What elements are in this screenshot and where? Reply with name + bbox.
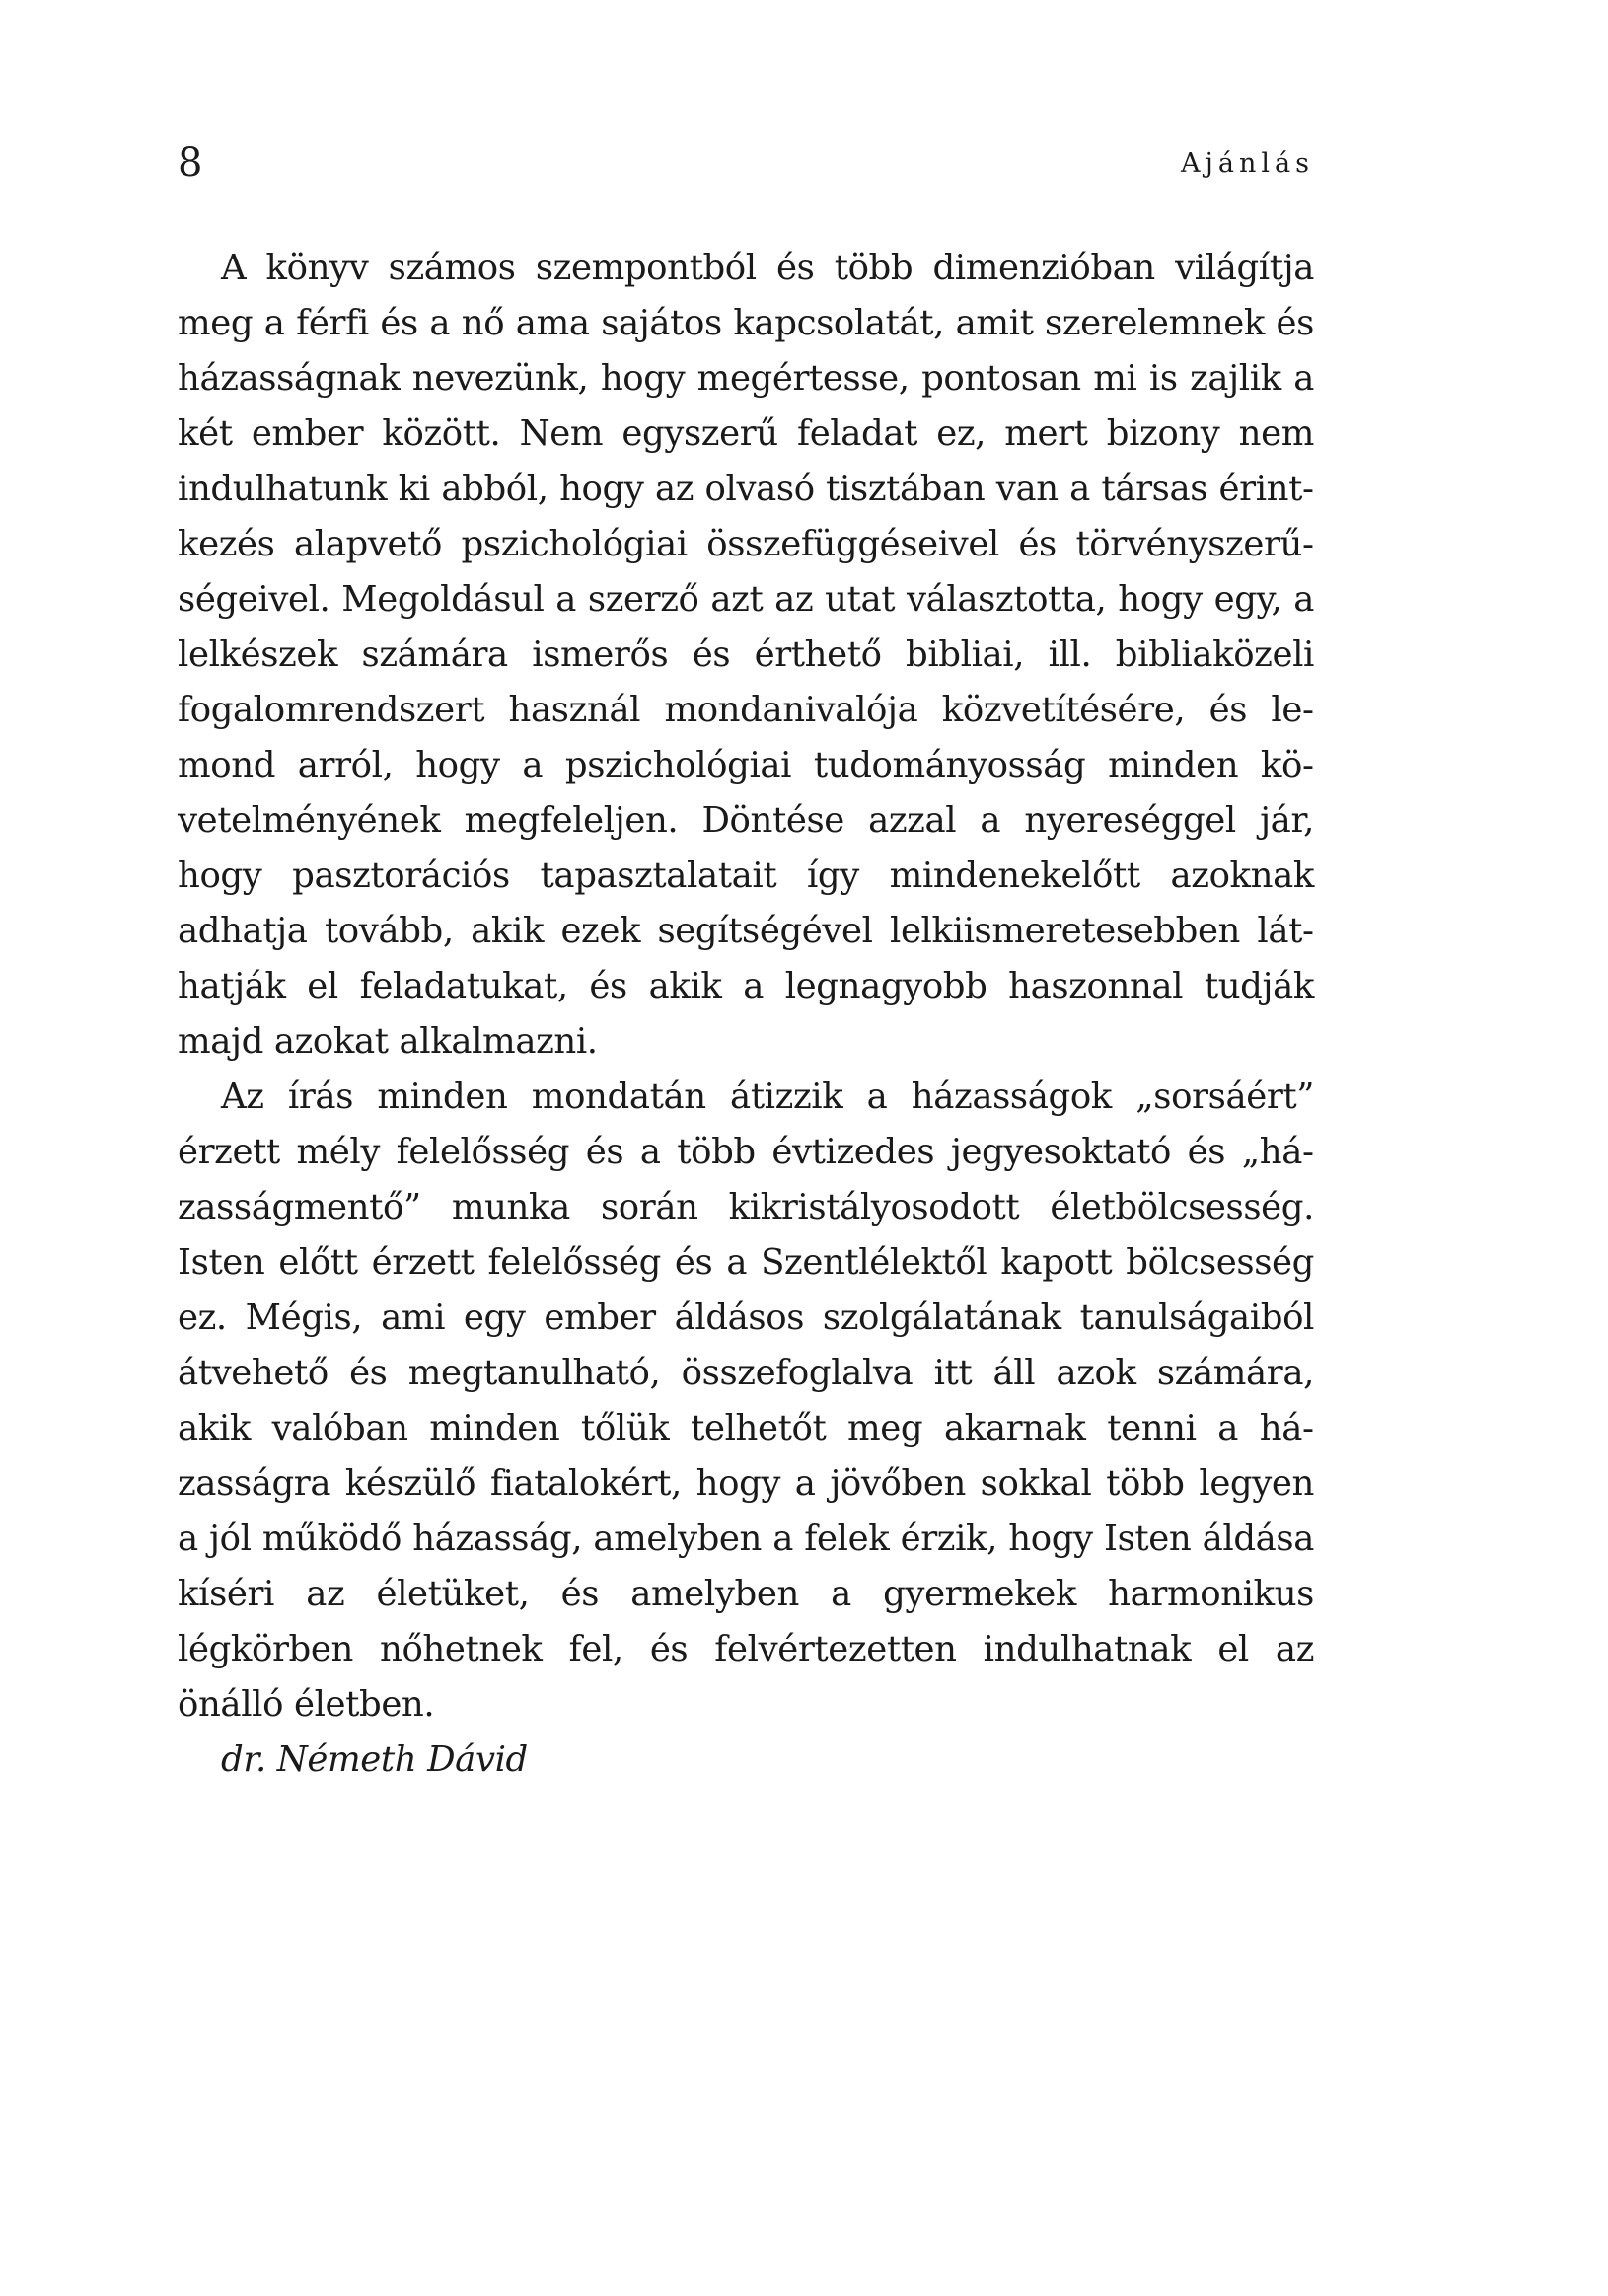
body-text (178, 241, 1314, 1788)
running-head (178, 138, 1314, 187)
paragraph-1: A könyv számos szempontból és több dimenzióban világítja meg a férfi és a nő ama sajátos kapcsolatát, amit szerelemnek és házasságnak nevezünk, hogy megértesse, pontosan mi is zajlik a két ember között. Nem egyszerű feladat ez, mert bizony nem indulhatunk ki abból, hogy az olvasó tisztában van a társas érintkezés alapvető pszichológiai összefüggéseivel és törvényszerűségeivel. Megoldásul a szerző azt az utat választotta, hogy egy, a lelkészek számára ismerős és érthető bibliai, ill. bibliaközeli fogalomrendszert használ mondanivalója közvetítésére, és lemond arról, hogy a pszichológiai tudományosság minden követelményének megfeleljen. Döntése azzal a nyereséggel jár, hogy pasztorációs tapasztalatait így mindenekelőtt azoknak adhatja tovább, akik ezek segítségével lelkiismeretesebben láthatják el feladatukat, és akik a legnagyobb haszonnal tudják majd azokat alkalmazni. (178, 248, 1314, 1062)
paragraph-2: Az írás minden mondatán átizzik a házasságok „sorsáért” érzett mély felelősség és a több évtizedes jegyesoktató és „házasságmentő” munka során kikristályosodott életbölcsesség. Isten előtt érzett felelősség és a Szentlélektől kapott bölcsesség ez. Mégis, ami egy ember áldásos szolgálatának tanulságaiból átvehető és megtanulható, összefoglalva itt áll azok számára, akik valóban minden tőlük telhetőt meg akarnak tenni a házasságra készülő fiatalokért, hogy a jövőben sokkal több legyen a jól működő házasság, amelyben a felek érzik, hogy Isten áldása kíséri az életüket, és amelyben a gyermekek harmonikus légkörben nőhetnek fel, és felvértezetten indulhatnak el az önálló életben. (178, 1076, 1314, 1725)
page-number: 8 (178, 140, 203, 185)
author-signature: dr. Németh Dávid (221, 1740, 528, 1780)
book-page (178, 0, 1314, 2296)
section-title: Ajánlás (1181, 148, 1314, 179)
